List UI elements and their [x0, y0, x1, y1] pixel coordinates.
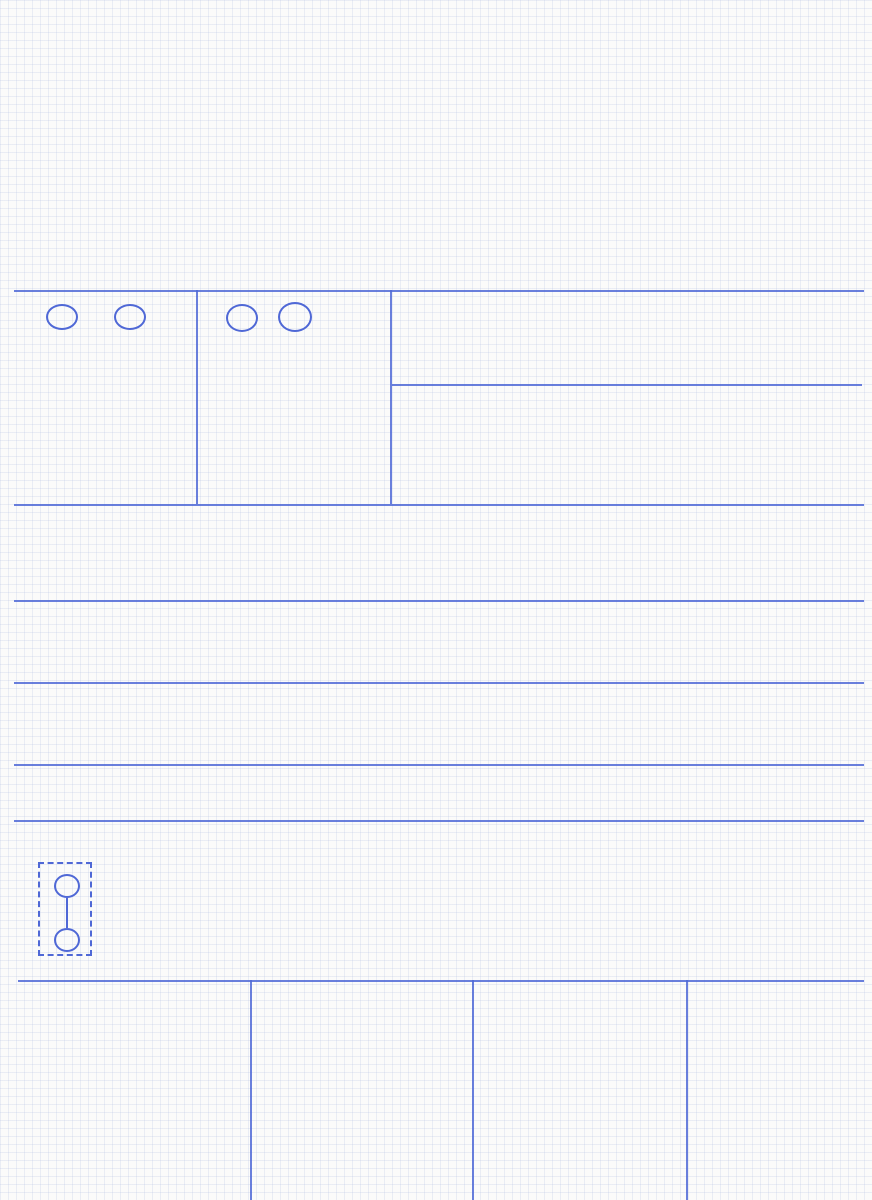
compte-rule — [14, 600, 864, 602]
compare-circle — [46, 304, 78, 330]
additions-divider-2 — [472, 980, 474, 1200]
example-circle-bottom — [54, 928, 80, 952]
example-stem — [66, 898, 68, 928]
compte-rule — [14, 764, 864, 766]
table-divider-1 — [196, 290, 198, 504]
example-circle-top — [54, 874, 80, 898]
addition-column-3 — [494, 994, 514, 1006]
compte-rule — [14, 682, 864, 684]
compare-circle — [114, 304, 146, 330]
addition-column-1 — [44, 994, 100, 1008]
table-divider-2 — [390, 290, 392, 504]
additions-top-rule — [18, 980, 864, 982]
addition-column-2 — [272, 994, 306, 1004]
additions-divider-1 — [250, 980, 252, 1200]
table-bottom-rule — [14, 504, 864, 506]
table-mid-rule — [392, 384, 862, 386]
additions-divider-3 — [686, 980, 688, 1200]
compte-rule — [14, 820, 864, 822]
addition-column-4 — [700, 994, 724, 1004]
compare-circle — [278, 302, 312, 332]
table-top-rule — [14, 290, 864, 292]
compare-circle — [226, 304, 258, 332]
